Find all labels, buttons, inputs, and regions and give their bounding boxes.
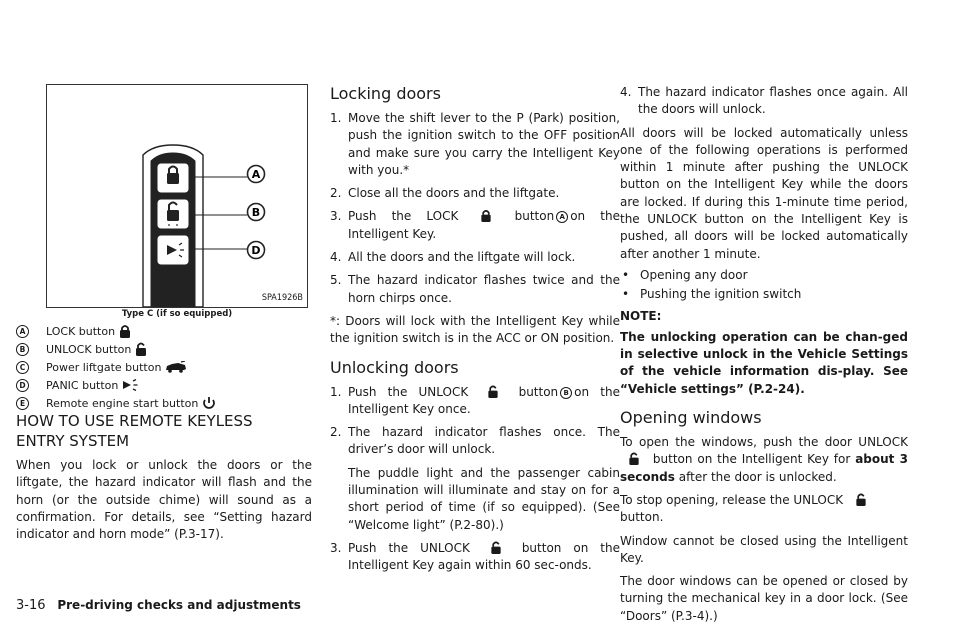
callout-d: D [251,244,261,257]
list-item [330,110,620,179]
legend-label: UNLOCK button [46,342,132,356]
step-number: 1. [330,111,342,125]
section-heading: HOW TO USE REMOTE KEYLESS [16,412,253,430]
legend-item [16,376,316,394]
footer-title: Pre-driving checks and adjustments [57,598,301,612]
section-heading-cont: ENTRY SYSTEM [16,432,130,450]
legend-item [16,394,316,412]
legend-letter: D [16,379,29,392]
unlock-icon [487,385,499,398]
step-text: Close all the doors and the liftgate. [348,186,560,201]
keyless-entry-section [16,411,312,543]
locking-heading: Locking doors [330,84,441,103]
unlock-icon [135,342,147,356]
figure-caption: Type C (if so equipped) [121,309,233,319]
legend-letter: E [16,397,29,410]
step-text: The hazard indicator flashes once. The driver’s door will unlock. The puddle light and the passenger cabin illumination will illuminate and stay on for a short period of time (if so equipped). (See “Welcome light” (P.2-80).) [348,424,620,534]
intro-paragraph: When you lock or unlock the doors or the liftgate, the hazard indicator will flash and the horn (or the outside chime) will sound as a confirmation. For details, see “Setting hazard indicator and horn mode” (P.3-17). [16,458,312,542]
legend-label: Remote engine start button [46,396,199,410]
list-item [330,424,620,534]
legend-label: LOCK button [46,324,116,338]
legend-item [16,322,316,340]
step-number: 2. [330,186,342,201]
unlocking-steps [330,384,620,575]
list-item [330,208,620,243]
step-number: 4. [620,85,632,99]
list-item [330,249,620,266]
windows-key-paragraph: The door windows can be opened or closed by turning the mechanical key in a door lock. (See “Doors” (P.3-4).) [620,574,908,623]
list-item [330,185,620,202]
step-subtext: The puddle light and the passenger cabin illumination will illuminate and stay on for a short period of time (if so equipped). (See “Welcome light” (P.2-80).) [348,465,620,532]
callout-letter: A [556,211,568,223]
list-item [330,384,620,419]
locking-steps [330,110,620,307]
locking-section [330,84,620,575]
legend-letter: A [16,325,29,338]
list-item [620,84,908,119]
step-text: All the doors and the liftgate will lock. [348,250,576,265]
page-number: 3-16 [16,598,46,613]
list-item [330,540,620,575]
right-column [620,84,908,625]
remote-start-icon [202,396,216,410]
step-number: 3. [330,540,342,555]
legend-item [16,358,316,376]
windows-paragraph: To open the windows, push the door UNLOCK button on the Intelligent Key for about 3 seconds after the door is unlocked. [620,435,908,484]
windows-close-paragraph: Window cannot be closed using the Intelligent Key. [620,533,908,565]
unlock-icon [628,452,640,465]
unlock-icon [490,541,502,554]
unlock-icon [855,493,867,506]
callout-b: B [251,206,261,219]
windows-stop-paragraph: To stop opening, release the UNLOCK button. [620,492,908,527]
legend-label: Power liftgate button [46,360,162,374]
step-number: 3. [330,209,342,224]
step-number: 1. [330,384,342,399]
locking-note: *: Doors will lock with the Intelligent Key while the ignition switch is in the ACC or ON position. [330,313,620,346]
step-text: Move the shift lever to the P (Park) position, push the ignition switch to the OFF position and make sure you carry the Intelligent Key with you.* [348,111,620,177]
legend-item [16,340,316,358]
step-text: Push the LOCK button A on the Intelligent Key. [348,209,620,241]
lock-icon [119,324,131,338]
car-liftgate-icon [165,361,187,373]
unlocking-steps-cont [620,84,908,119]
auto-lock-paragraph: All doors will be locked automatically unless one of the following operations is performed within 1 minute after pushing the UNLOCK button on the Intelligent Key while the doors are locked. If during this 1-minute time period, the UNLOCK button on the Intelligent Key is pushed, all doors will be locked automatically after another 1 minute. [620,125,908,261]
legend-letter: C [16,361,29,374]
button-legend [16,322,316,412]
step-number: 4. [330,250,342,265]
figure-code: SPA1926B [261,293,303,303]
panic-icon [122,379,138,391]
windows-heading: Opening windows [620,408,762,428]
step-number: 5. [330,273,342,288]
step-text: The hazard indicator flashes twice and the horn chirps once. [348,273,620,305]
note-text: The unlocking operation can be chan-ged in selective unlock in the Vehicle Settings of the vehicle information dis-play. See “Vehicle settings” (P.2-24). [620,329,908,396]
key-fob-figure [46,84,308,308]
note-label: NOTE: [620,308,662,323]
list-item [330,272,620,307]
key-fob-illustration [47,85,307,307]
callout-a: A [251,168,261,181]
step-text: The hazard indicator flashes once again. All the doors will unlock. [638,85,908,117]
bullet-dot: • [622,267,630,282]
callout-letter: B [560,387,572,399]
lock-icon [480,209,492,222]
unlocking-heading: Unlocking doors [330,357,459,377]
bullet-dot: • [622,287,630,302]
legend-label: PANIC button [46,378,119,392]
step-text: Push the UNLOCK button on the Intelligent Key again within 60 sec-onds. [348,540,620,573]
legend-letter: B [16,343,29,356]
step-text: Push the UNLOCK button B on the Intelligent Key once. [348,384,620,416]
list-item: • Pushing the ignition switch [620,286,908,303]
list-item: • Opening any door [620,267,908,284]
step-number: 2. [330,425,342,440]
